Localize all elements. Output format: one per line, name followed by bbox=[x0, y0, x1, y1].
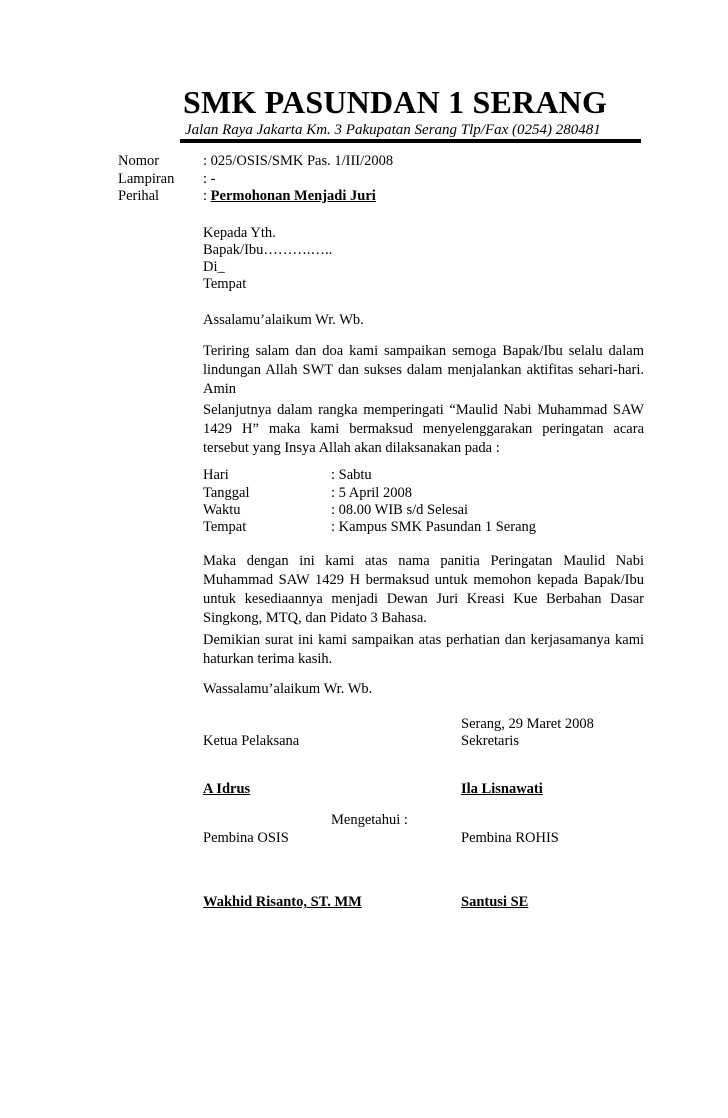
tempat-label: Tempat bbox=[203, 519, 247, 535]
pembina-rohis-title: Pembina ROHIS bbox=[461, 830, 559, 846]
recipient-line-2: Bapak/Ibu……….….. bbox=[203, 242, 333, 258]
tempat-value: : Kampus SMK Pasundan 1 Serang bbox=[331, 519, 537, 535]
pembina-rohis-name: Santusi SE bbox=[461, 894, 529, 910]
closing: Wassalamu’alaikum Wr. Wb. bbox=[203, 681, 373, 697]
letterhead-divider bbox=[180, 139, 641, 143]
perihal-label: Perihal bbox=[118, 188, 160, 204]
waktu-label: Waktu bbox=[203, 502, 241, 518]
tanggal-value: : 5 April 2008 bbox=[331, 485, 412, 501]
paragraph-1: Teriring salam dan doa kami sampaikan semoga Bapak/Ibu selalu dalam lindungan Allah SWT dan sukses dalam menjalankan aktifitas sehari-hari. Amin bbox=[203, 343, 644, 397]
waktu-value: : 08.00 WIB s/d Selesai bbox=[331, 502, 469, 518]
paragraph-4: Demikian surat ini kami sampaikan atas perhatian dan kerjasamanya kami haturkan terima kasih. bbox=[203, 632, 644, 667]
lampiran-label: Lampiran bbox=[118, 171, 175, 187]
sekretaris-name: Ila Lisnawati bbox=[461, 781, 543, 797]
paragraph-3: Maka dengan ini kami atas nama panitia Peringatan Maulid Nabi Muhammad SAW 1429 H bermaksud untuk memohon kepada Bapak/Ibu untuk kesediaannya menjadi Dewan Juri Kreasi Kue Berbahan Dasar Singkong, MTQ, dan Pidato 3 Bahasa. bbox=[203, 553, 644, 626]
recipient-line-1: Kepada Yth. bbox=[203, 225, 276, 241]
school-address: Jalan Raya Jakarta Km. 3 Pakupatan Serang Tlp/Fax (0254) 280481 bbox=[185, 122, 601, 138]
perihal-value: Permohonan Menjadi Juri bbox=[210, 188, 376, 204]
recipient-line-3: Di_ bbox=[203, 259, 225, 275]
recipient-line-4: Tempat bbox=[203, 276, 247, 292]
hari-value: : Sabtu bbox=[331, 467, 372, 483]
paragraph-2: Selanjutnya dalam rangka memperingati “Maulid Nabi Muhammad SAW 1429 H” maka kami bermaksud menyelenggarakan peringatan acara tersebut yang Insya Allah akan dilaksanakan pada : bbox=[203, 402, 644, 456]
pembina-osis-name: Wakhid Risanto, ST. MM bbox=[203, 894, 362, 910]
perihal-colon: : bbox=[203, 188, 211, 204]
perihal-line bbox=[203, 187, 376, 205]
nomor-value: : 025/OSIS/SMK Pas. 1/III/2008 bbox=[203, 153, 394, 169]
school-name: SMK PASUNDAN 1 SERANG bbox=[183, 84, 608, 120]
hari-label: Hari bbox=[203, 467, 229, 483]
nomor-label: Nomor bbox=[118, 153, 160, 169]
sekretaris-title: Sekretaris bbox=[461, 733, 519, 749]
tanggal-label: Tanggal bbox=[203, 485, 250, 501]
place-date: Serang, 29 Maret 2008 bbox=[461, 716, 594, 732]
greeting: Assalamu’alaikum Wr. Wb. bbox=[203, 312, 364, 328]
lampiran-value: : - bbox=[203, 171, 216, 187]
mengetahui-label: Mengetahui : bbox=[331, 812, 408, 828]
pembina-osis-title: Pembina OSIS bbox=[203, 830, 289, 846]
ketua-title: Ketua Pelaksana bbox=[203, 733, 300, 749]
ketua-name: A Idrus bbox=[203, 781, 251, 797]
